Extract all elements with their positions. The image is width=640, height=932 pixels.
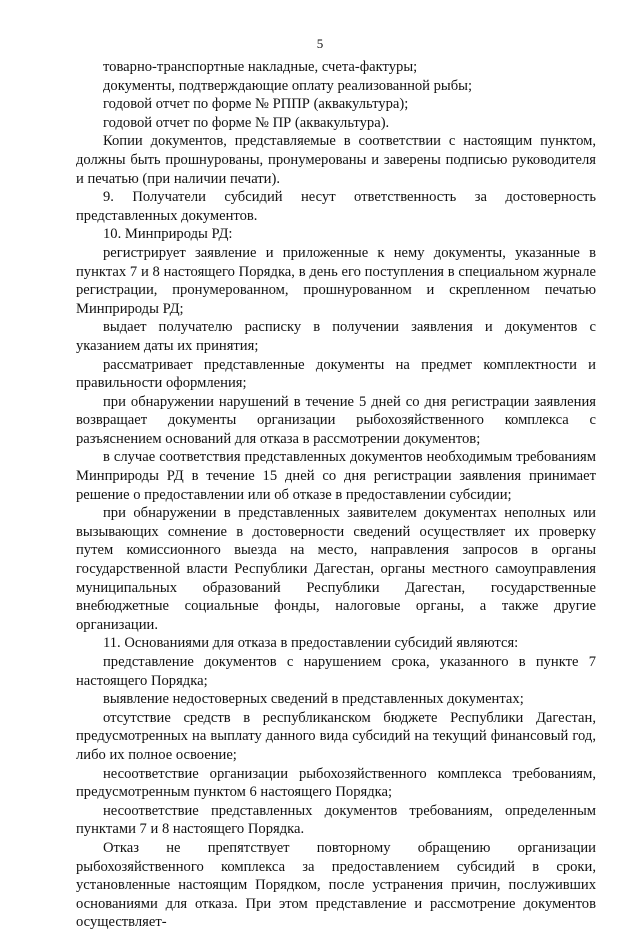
- paragraph: представление документов с нарушением срока, указанного в пункте 7 настоящего Порядка;: [76, 654, 596, 689]
- paragraph: рассматривает представленные документы на предмет комплектности и правильности оформления;: [76, 356, 596, 392]
- page-number: 5: [316, 36, 324, 51]
- paragraph: при обнаружении нарушений в течение 5 дней со дня регистрации заявления возвращает документы организации рыбохозяйственного комплекса с разъяснением оснований для отказа в рассмотрении документов;: [76, 393, 596, 447]
- paragraph: годовой отчет по форме № ПР (аквакультура).: [103, 114, 390, 131]
- paragraph: Копии документов, представляемые в соответствии с настоящим пунктом, должны быть прошнурованы, пронумерованы и заверены подписью руководителя и печатью (при наличии печати).: [76, 133, 596, 187]
- paragraph: при обнаружении в представленных заявителем документах неполных или вызывающих сомнение в достоверности сведений осуществляет их проверку путем комиссионного выезда на место, направления запросов в органы государственной власти Республики Дагестан, органы местного самоуправления муниципальных образований Республики Дагестан, государственные внебюджетные социальные фонды, налоговые органы, а также другие организации.: [76, 505, 596, 633]
- paragraph: товарно-транспортные накладные, счета-фактуры;: [103, 59, 418, 75]
- paragraph: несоответствие представленных документов требованиям, определенным пунктами 7 и 8 настоящего Порядка.: [76, 802, 596, 838]
- paragraph: в случае соответствия представленных документов необходимым требованиям Минприроды РД в течение 15 дней со дня регистрации заявления принимает решение о предоставлении или об отказе в предоставлении субсидии;: [76, 449, 596, 503]
- paragraph: отсутствие средств в республиканском бюджете Республики Дагестан, предусмотренных на выплату данного вида субсидий на текущий финансовый год, либо их полное освоение;: [76, 709, 596, 763]
- paragraph: регистрирует заявление и приложенные к нему документы, указанные в пунктах 7 и 8 настоящего Порядка, в день его поступления в специальном журнале регистрации, пронумерованном, прошнурованном и скрепленном печатью Минприроды РД;: [76, 244, 596, 317]
- paragraph: выдает получателю расписку в получении заявления и документов с указанием даты их принятия;: [76, 319, 596, 354]
- paragraph: 9. Получатели субсидий несут ответственность за достоверность представленных документов.: [76, 189, 596, 224]
- paragraph: документы, подтверждающие оплату реализованной рыбы;: [103, 77, 473, 94]
- paragraph: Отказ не препятствует повторному обращению организации рыбохозяйственного комплекса за предоставлением субсидий в сроки, установленные настоящим Порядком, после устранения причин, послуживших основаниями для отказа. При этом представление и рассмотрение документов осуществляет-: [76, 839, 596, 931]
- paragraph: 10. Минприроды РД:: [103, 226, 233, 243]
- document-body: [76, 58, 596, 932]
- paragraph: 11. Основаниями для отказа в предоставлении субсидий являются:: [103, 635, 519, 652]
- paragraph: выявление недостоверных сведений в представленных документах;: [103, 691, 524, 708]
- paragraph: несоответствие организации рыбохозяйственного комплекса требованиям, предусмотренным пунктом 6 настоящего Порядка;: [76, 765, 596, 801]
- paragraph: годовой отчет по форме № РППР (аквакультура);: [103, 96, 409, 113]
